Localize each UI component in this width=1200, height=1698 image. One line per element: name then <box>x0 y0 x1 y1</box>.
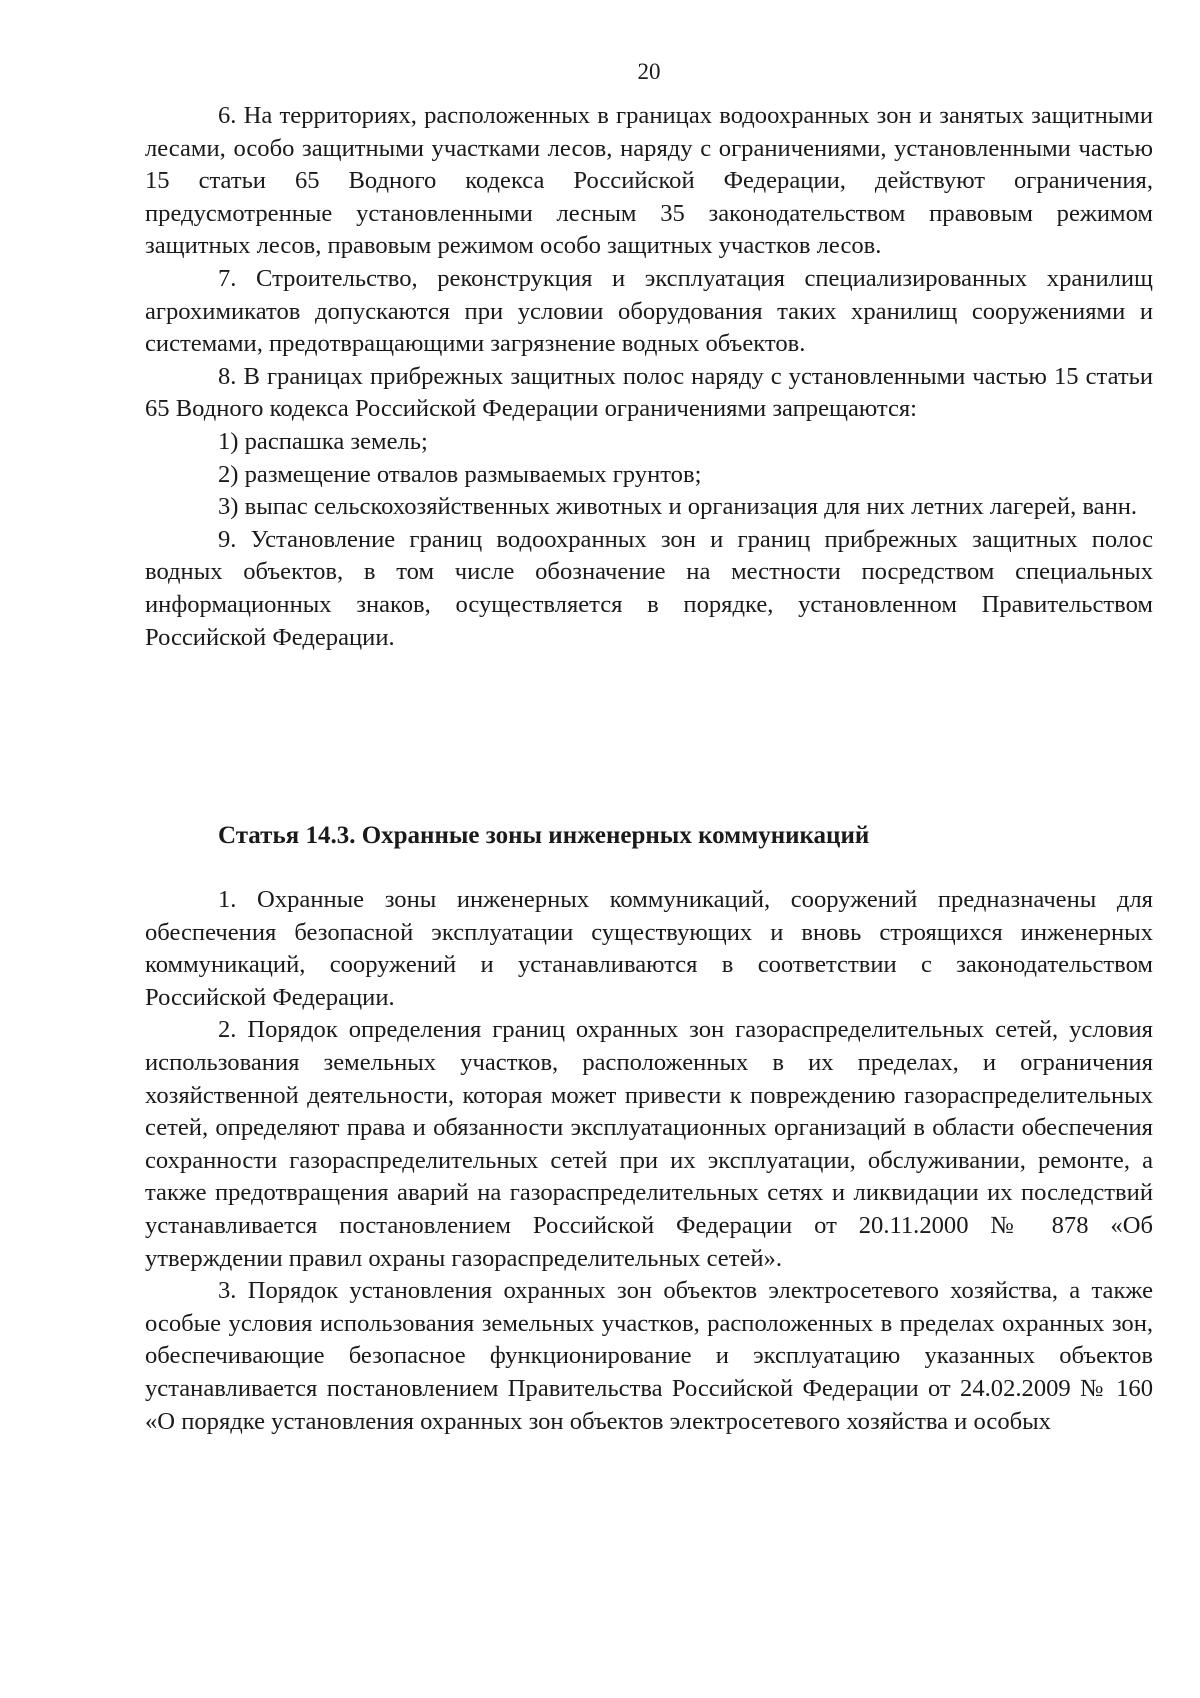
article-paragraph-3: 3. Порядок установления охранных зон объектов электросетевого хозяйства, а также особые условия использования земельных участков, расположенных в пределах охранных зон, обеспечивающие безопасное функционирование и эксплуатацию указанных объектов устанавливается постановлением Правительства Российской Федерации от 24.02.2009 № 160 «О порядке установления охранных зон объектов электросетевого хозяйства и особых <box>145 1277 1153 1435</box>
article-heading: Статья 14.3. Охранные зоны инженерных коммуникаций <box>218 822 870 849</box>
list-item-1: 1) распашка земель; <box>218 427 428 455</box>
paragraph-6: 6. На территориях, расположенных в границах водоохранных зон и занятых защитными лесами, особо защитными участками лесов, наряду с ограничениями, установленными частью 15 статьи 65 Водного кодекса Российской Федерации, действуют ограничения, предусмотренные установленными лесным 35 законодательством правовым режимом защитных лесов, правовым режимом особо защитных участков лесов. <box>145 102 1153 260</box>
paragraph-8: 8. В границах прибрежных защитных полос наряду с установленными частью 15 статьи 65 Водного кодекса Российской Федерации ограничениями запрещаются: <box>145 362 1153 423</box>
section-water-protection-zones <box>145 100 1153 654</box>
list-item-3: 3) выпас сельскохозяйственных животных и организация для них летних лагерей, ванн. <box>218 493 1138 521</box>
list-item-2: 2) размещение отвалов размываемых грунтов; <box>218 460 702 488</box>
article-paragraph-2: 2. Порядок определения границ охранных зон газораспределительных сетей, условия использования земельных участков, расположенных в их пределах, и ограничения хозяйственной деятельности, которая может привести к повреждению газораспределительных сетей, определяют права и обязанности эксплуатационных организаций в области обеспечения сохранности газораспределительных сетей при их эксплуатации, обслуживании, ремонте, а также предотвращения аварий на газораспределительных сетях и ликвидации их последствий устанавливается постановлением Российской Федерации от 20.11.2000 № 878 «Об утверждении правил охраны газораспределительных сетей». <box>145 1016 1153 1272</box>
section-engineering-utilities <box>145 884 1153 1438</box>
paragraph-7: 7. Строительство, реконструкция и эксплуатация специализированных хранилищ агрохимикатов допускаются при условии оборудования таких хранилищ сооружениями и системами, предотвращающими загрязнение водных объектов. <box>145 264 1153 358</box>
article-heading-block <box>145 820 1153 853</box>
article-paragraph-1: 1. Охранные зоны инженерных коммуникаций, сооружений предназначены для обеспечения безопасной эксплуатации существующих и вновь строящихся инженерных коммуникаций, сооружений и устанавливаются в соответствии с законодательством Российской Федерации. <box>145 886 1153 1011</box>
page-number: 20 <box>637 59 661 84</box>
paragraph-9: 9. Установление границ водоохранных зон и границ прибрежных защитных полос водных объектов, в том числе обозначение на местности посредством специальных информационных знаков, осуществляется в порядке, установленном Правительством Российской Федерации. <box>145 525 1153 651</box>
